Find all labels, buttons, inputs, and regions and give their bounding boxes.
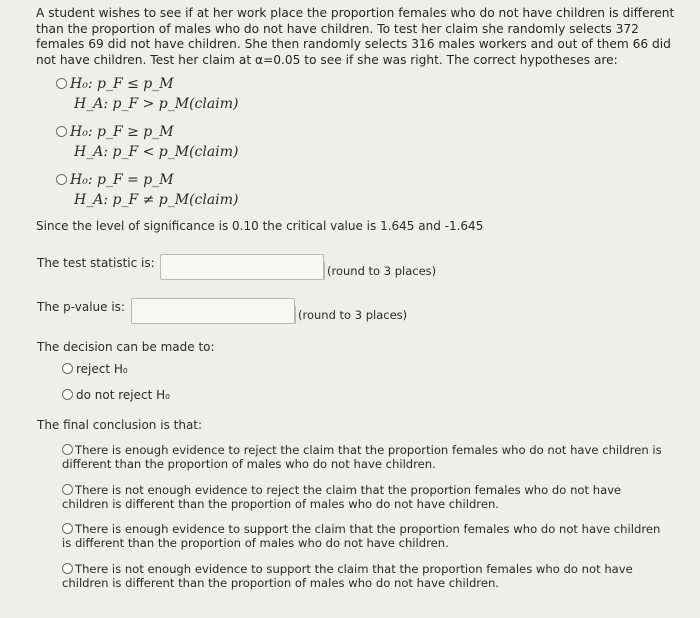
hypothesis-option-1[interactable] (56, 74, 238, 114)
alternative-hypothesis: H_A: p_F < p_M(claim) (74, 144, 239, 160)
conclusion-option-3[interactable] (62, 523, 662, 550)
p-value-input[interactable] (131, 298, 295, 324)
null-hypothesis: H₀: p_F ≥ p_M (70, 124, 174, 140)
radio-icon[interactable] (62, 563, 73, 574)
conclusion-option-label: There is enough evidence to support the claim that the proportion females who do not have children is different than the proportion of males who do not have children. (62, 522, 661, 550)
conclusion-option-1[interactable] (62, 444, 662, 471)
p-value-label: The p-value is: (37, 300, 125, 314)
decision-option-label: reject H₀ (76, 362, 128, 376)
p-value-hint: (round to 3 places) (295, 306, 407, 324)
test-statistic-label: The test statistic is: (37, 256, 155, 270)
alternative-hypothesis: H_A: p_F ≠ p_M(claim) (74, 192, 239, 208)
radio-icon[interactable] (56, 78, 67, 89)
conclusion-option-4[interactable] (62, 563, 662, 590)
radio-icon[interactable] (62, 444, 73, 455)
radio-icon[interactable] (56, 174, 67, 185)
alternative-hypothesis: H_A: p_F > p_M(claim) (74, 96, 239, 112)
radio-icon[interactable] (62, 523, 73, 534)
radio-icon[interactable] (62, 363, 73, 374)
test-statistic-input[interactable] (160, 254, 324, 280)
decision-label: The decision can be made to: (37, 340, 215, 354)
conclusion-label: The final conclusion is that: (37, 418, 203, 432)
hypothesis-option-3[interactable] (56, 170, 238, 210)
conclusion-option-label: There is not enough evidence to support the claim that the proportion females who do not have children is different than the proportion of males who do not have children. (62, 562, 633, 590)
critical-value-text: Since the level of significance is 0.10 the critical value is 1.645 and -1.645 (36, 219, 484, 233)
decision-option-do-not-reject[interactable] (62, 388, 170, 402)
conclusion-option-label: There is not enough evidence to reject the claim that the proportion females who do not have children is different than the proportion of males who do not have children. (62, 483, 622, 511)
hypothesis-option-2[interactable] (56, 122, 238, 162)
conclusion-option-2[interactable] (62, 484, 662, 511)
null-hypothesis: H₀: p_F = p_M (70, 172, 174, 188)
decision-option-label: do not reject H₀ (76, 388, 170, 402)
radio-icon[interactable] (56, 126, 67, 137)
radio-icon[interactable] (62, 484, 73, 495)
radio-icon[interactable] (62, 389, 73, 400)
null-hypothesis: H₀: p_F ≤ p_M (70, 76, 174, 92)
decision-option-reject[interactable] (62, 362, 128, 376)
conclusion-option-label: There is enough evidence to reject the claim that the proportion females who do not have children is different than the proportion of males who do not have children. (62, 443, 662, 471)
test-statistic-hint: (round to 3 places) (324, 262, 436, 280)
question-intro: A student wishes to see if at her work place the proportion females who do not have children is different than the proportion of males who do not have children. To test her claim she randomly selects 372 females 69 did not have children. She then randomly selects 316 males workers and out of them 66 did not have children. Test her claim at α=0.05 to see if she was right. The correct hypotheses are: (36, 6, 675, 67)
